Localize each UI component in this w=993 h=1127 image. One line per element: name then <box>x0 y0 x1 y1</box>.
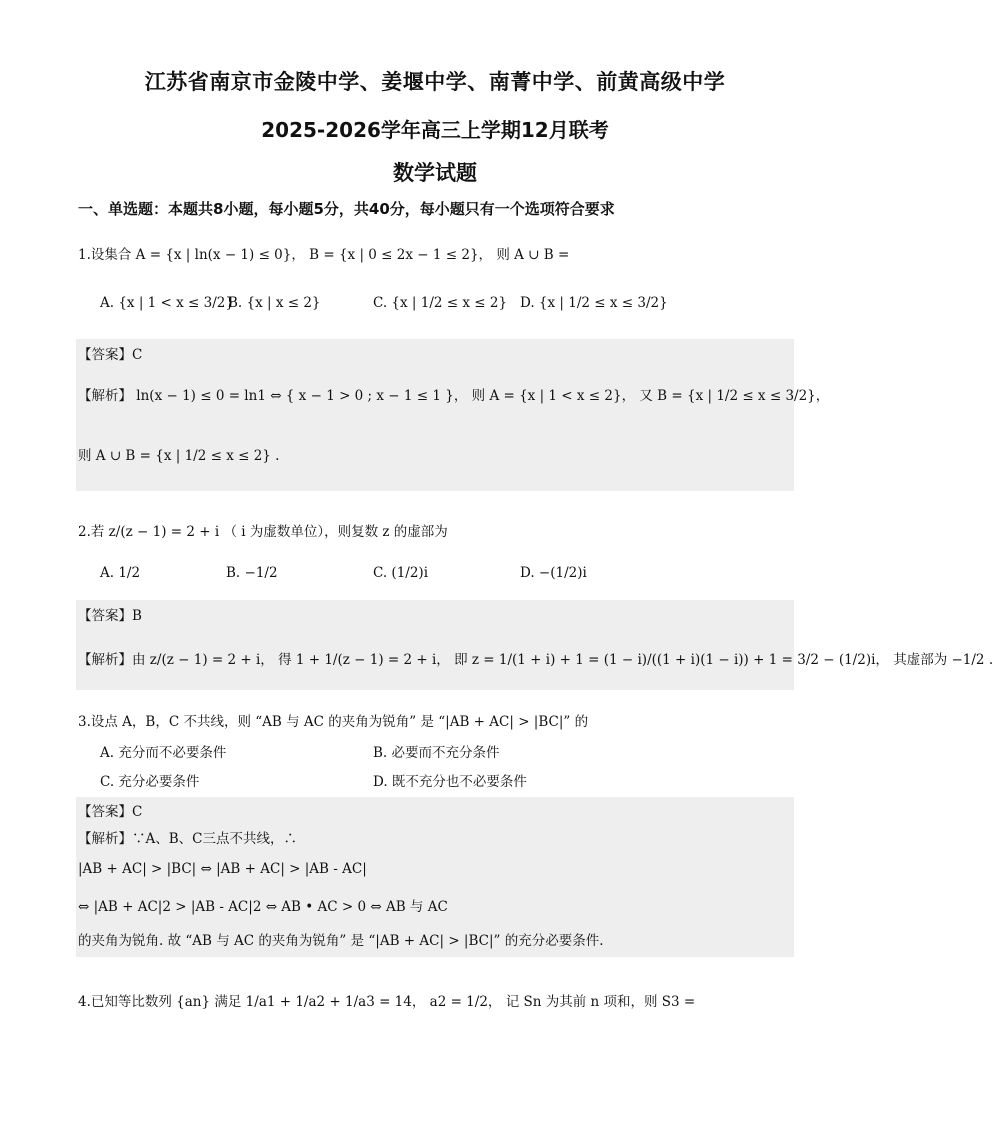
q4-stem: 4.已知等比数列 {an} 满足 1/a1 + 1/a2 + 1/a3 = 14， a2 = 1/2， 记 Sn 为其前 n 项和，则 S3 = <box>78 994 696 1010</box>
section-heading: 一、单选题：本题共8小题，每小题5分，共40分，每小题只有一个选项符合要求 <box>78 200 615 218</box>
q3-option-b: B. 必要而不充分条件 <box>373 745 500 761</box>
q1-option-d: D. {x | 1/2 ≤ x ≤ 3/2} <box>520 295 668 311</box>
q2-option-d: D. −(1/2)i <box>520 565 587 581</box>
q3-analysis-line3: ⇔ |AB + AC|2 > |AB - AC|2 ⇔ AB • AC > 0 ⇔ AB 与 AC <box>78 899 448 915</box>
q2-stem: 2.若 z/(z − 1) = 2 + i （ i 为虚数单位），则复数 z 的虚部为 <box>78 524 448 540</box>
q1-stem: 1.设集合 A = {x | ln(x − 1) ≤ 0}， B = {x | 0 ≤ 2x − 1 ≤ 2}， 则 A ∪ B = <box>78 247 570 263</box>
q1-option-b: B. {x | x ≤ 2} <box>228 295 321 311</box>
q3-option-a: A. 充分而不必要条件 <box>100 745 227 761</box>
q2-solution-box <box>76 600 794 690</box>
title-school: 江苏省南京市金陵中学、姜堰中学、南菁中学、前黄高级中学 <box>144 70 726 94</box>
q1-option-c: C. {x | 1/2 ≤ x ≤ 2} <box>373 295 508 311</box>
q3-stem: 3.设点 A，B，C 不共线，则 “AB 与 AC 的夹角为锐角” 是 “|AB + AC| > |BC|” 的 <box>78 714 589 730</box>
q2-analysis: 【解析】由 z/(z − 1) = 2 + i， 得 1 + 1/(z − 1) = 2 + i， 即 z = 1/(1 + i) + 1 = (1 − i)/((1 + i)(1 − i)) + 1 = 3/2 − (1/2)i， 其虚部为 −1/2 . <box>78 652 993 668</box>
q3-answer: 【答案】C <box>78 804 143 820</box>
q1-answer: 【答案】C <box>78 347 143 363</box>
q2-answer: 【答案】B <box>78 608 142 624</box>
q1-option-a: A. {x | 1 < x ≤ 3/2} <box>100 295 234 311</box>
q3-analysis-line1: 【解析】∵A、B、C三点不共线，∴ <box>78 831 297 847</box>
q3-analysis-line2: |AB + AC| > |BC| ⇔ |AB + AC| > |AB - AC| <box>78 861 367 877</box>
title-exam: 2025-2026学年高三上学期12月联考 <box>261 118 609 142</box>
q3-option-c: C. 充分必要条件 <box>100 774 200 790</box>
q2-option-a: A. 1/2 <box>100 565 141 581</box>
title-subject: 数学试题 <box>393 161 477 185</box>
q1-analysis-line1: 【解析】 ln(x − 1) ≤ 0 = ln1 ⇔ { x − 1 > 0 ; x − 1 ≤ 1 }， 则 A = {x | 1 < x ≤ 2}， 又 B = {x | 1/2 ≤ x ≤ 3/2}， <box>78 388 830 404</box>
q3-analysis-line4: 的夹角为锐角. 故 “AB 与 AC 的夹角为锐角” 是 “|AB + AC| > |BC|” 的充分必要条件. <box>78 933 604 949</box>
q1-analysis-line2: 则 A ∪ B = {x | 1/2 ≤ x ≤ 2} . <box>78 448 280 464</box>
q2-option-c: C. (1/2)i <box>373 565 429 581</box>
q3-option-d: D. 既不充分也不必要条件 <box>373 774 527 790</box>
q2-option-b: B. −1/2 <box>226 565 278 581</box>
q1-solution-box <box>76 339 794 491</box>
